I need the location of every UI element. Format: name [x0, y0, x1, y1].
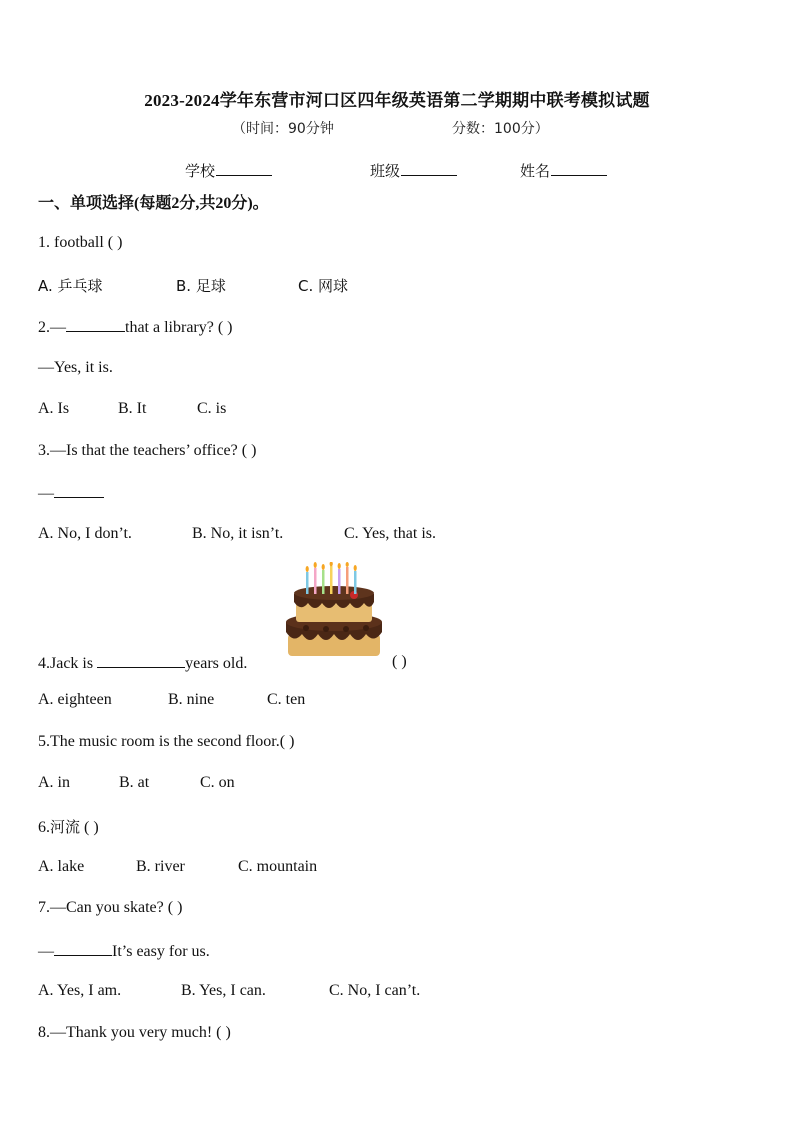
class-field[interactable]: [370, 160, 457, 181]
q4-stem: [38, 653, 247, 673]
page-title: 2023-2024学年东营市河口区四年级英语第二学期期中联考模拟试题: [144, 91, 650, 110]
q8-stem: 8.—Thank you very much! ( ): [38, 1024, 231, 1041]
q4-pre: 4.Jack is: [38, 655, 98, 672]
q2-option-c[interactable]: C. is: [197, 400, 227, 417]
q5-option-a[interactable]: A. in: [38, 774, 70, 791]
cake-bottom-layer: [288, 634, 380, 656]
q2-reply: —Yes, it is.: [38, 359, 113, 376]
q3-dash: —: [38, 485, 54, 502]
q6-option-c[interactable]: C. mountain: [238, 858, 318, 875]
q1-option-c[interactable]: C. 网球: [298, 277, 349, 295]
q7-option-b[interactable]: B. Yes, I can.: [181, 982, 266, 999]
q7-dash: —: [38, 943, 54, 960]
q4-paren: ( ): [392, 653, 407, 670]
q7-stem: 7.—Can you skate? ( ): [38, 899, 183, 916]
q2-blank[interactable]: [66, 317, 125, 332]
q4-option-a[interactable]: A. eighteen: [38, 691, 112, 708]
section-title: 一、单项选择(每题2分,共20分)。: [38, 195, 269, 212]
q3-option-a[interactable]: A. No, I don’t.: [38, 525, 132, 542]
q2-option-a[interactable]: A. Is: [38, 400, 70, 417]
school-label: 学校: [185, 164, 216, 180]
q3-blank[interactable]: [54, 483, 104, 498]
q7-reply: [38, 941, 210, 961]
class-label: 班级: [370, 164, 401, 180]
q7-reply-post: It’s easy for us.: [112, 943, 210, 960]
q6-stem: [38, 816, 99, 837]
class-blank[interactable]: [401, 161, 457, 176]
q3-stem: 3.—Is that the teachers’ office? ( ): [38, 442, 257, 459]
q3-option-c[interactable]: C. Yes, that is.: [344, 525, 437, 542]
q7-option-a[interactable]: A. Yes, I am.: [38, 982, 122, 999]
exam-score: 分数：100分）: [452, 121, 549, 137]
q5-option-b[interactable]: B. at: [119, 774, 150, 791]
birthday-cake-image: [282, 562, 386, 660]
q2-stem: [38, 317, 233, 337]
q7-blank[interactable]: [54, 941, 112, 956]
q6-number: 6.: [38, 819, 50, 836]
exam-time: （时间：90分钟: [232, 121, 334, 137]
school-field[interactable]: [185, 160, 272, 181]
q1-option-b[interactable]: B. 足球: [176, 277, 226, 295]
name-blank[interactable]: [551, 161, 607, 176]
q4-post: years old.: [185, 655, 248, 672]
q4-option-b[interactable]: B. nine: [168, 691, 215, 708]
q3-reply: [38, 483, 104, 503]
q6-option-a[interactable]: A. lake: [38, 858, 85, 875]
name-field[interactable]: [520, 160, 607, 181]
q6-paren: ( ): [80, 819, 99, 836]
name-label: 姓名: [520, 164, 551, 180]
q1-stem: 1. football ( ): [38, 234, 123, 251]
q2-option-b[interactable]: B. It: [118, 400, 147, 417]
q7-option-c[interactable]: C. No, I can’t.: [329, 982, 421, 999]
q5-option-c[interactable]: C. on: [200, 774, 235, 791]
q2-number: 2.—: [38, 319, 66, 336]
q3-option-b[interactable]: B. No, it isn’t.: [192, 525, 284, 542]
school-blank[interactable]: [216, 161, 272, 176]
q6-word: 河流: [50, 818, 81, 836]
q6-option-b[interactable]: B. river: [136, 858, 185, 875]
q2-rest: that a library? ( ): [125, 319, 233, 336]
q1-option-a[interactable]: A. 乒乓球: [38, 277, 103, 295]
q5-stem: 5.The music room is the second floor.( ): [38, 733, 295, 750]
q4-option-c[interactable]: C. ten: [267, 691, 306, 708]
q4-blank[interactable]: [97, 653, 185, 668]
